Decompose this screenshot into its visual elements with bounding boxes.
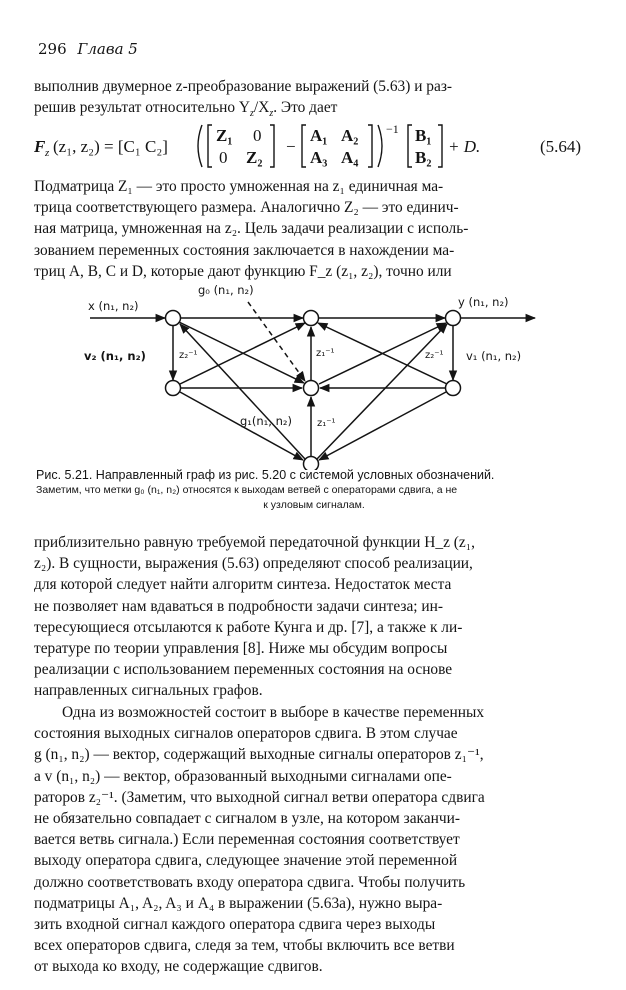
text-line: вается ветвь сигнала.) Если переменная состояния соответствует (34, 831, 460, 849)
formula-inverse: −1 (386, 122, 399, 136)
edge-diag-8 (317, 324, 447, 459)
edge-diag-6 (319, 392, 446, 460)
formula-minus: − (286, 137, 296, 156)
paragraph-3 (34, 702, 590, 978)
text-line: состояния выходных сигналов операторов сдвига. В этом случае (34, 725, 458, 743)
node-top-center (304, 311, 319, 326)
text-line: направленных сигнальных графов. (34, 682, 263, 700)
text-line: трица соответствующего размера. Аналогично Z₂ — это единич- (34, 199, 459, 217)
formula-z1: Z₁ (216, 126, 233, 145)
text-line: приблизительно равную требуемой передаточной функции H_z (z₁, (34, 534, 475, 551)
text-line: для которой следует найти алгоритм синтеза. Недостаток места (34, 576, 452, 594)
label-g0: g₀ (n₁, n₂) (198, 283, 254, 297)
page-number: 296 (38, 40, 67, 58)
text-line: реализации с использованием переменных состояния на основе (34, 661, 453, 679)
text-line: Одна из возможностей состоит в выборе в качестве переменных (62, 704, 485, 721)
formula-a4: A₄ (341, 148, 359, 167)
label-z2-left: z₂⁻¹ (179, 350, 198, 361)
text-line: ная матрица, умноженная на z₂. Цель задачи реализации с исполь- (34, 220, 469, 238)
text-line: триц A, B, C и D, которые дают функцию F_z (z₁, z₂), точно или (34, 262, 452, 280)
edge-diag-7 (180, 324, 305, 459)
formula-zero-2: 0 (219, 148, 228, 167)
text-line: выходу оператора сдвига, следующее значение этой переменной (34, 852, 458, 870)
formula-a3: A₃ (310, 148, 328, 167)
label-v2: v₂ (n₁, n₂) (84, 349, 146, 363)
label-z1-mid: z₁⁻¹ (316, 348, 335, 359)
formula-b2: B₂ (415, 148, 432, 167)
label-y: y (n₁, n₂) (458, 295, 509, 309)
label-v1: v₁ (n₁, n₂) (466, 349, 522, 363)
text-line: от выхода ко входу, не содержащие сдвигов. (34, 958, 323, 976)
caption-line-2: Заметим, что метки g₀ (n₁, n₂) относятся к выходам ветвей с операторами сдвига, а не (36, 484, 458, 496)
formula-lhs: F (34, 137, 46, 156)
text-line: g (n₁, n₂) — вектор, содержащий выходные сигналы операторов z₁⁻¹, (34, 746, 484, 764)
paragraph-2 (34, 532, 590, 702)
formula-a2: A₂ (341, 126, 359, 145)
formula-lhs-args: (z₁, z₂) = [C₁ C₂] (53, 137, 168, 156)
intro-line: решив результат относительно Y (34, 99, 251, 117)
caption-line-3: к узловым сигналам. (263, 499, 365, 511)
text-line: подматрицы A₁, A₂, A₃ и A₄ в выражении (5.63а), нужно выра- (34, 894, 443, 912)
text-line: тересующиеся отсылаются к работе Кунга и др. [7], а также к ли- (34, 618, 463, 636)
formula-zero: 0 (253, 126, 262, 145)
caption-line-1: Рис. 5.21. Направленный граф из рис. 5.20 с системой условных обозначений. (36, 468, 495, 482)
intro-paragraph: выполнив двумерное z-преобразование выражений (5.63) и раз- решив результат относительно $Y_z/X_z$. Это дает (34, 78, 453, 120)
signal-flow-graph (80, 280, 550, 470)
node-top-left (166, 311, 181, 326)
intro-line: выполнив двумерное z-преобразование выражений (5.63) и раз- (34, 78, 453, 95)
formula-lhs-sub: z (45, 147, 50, 159)
paragraph-1 (34, 176, 590, 282)
edge-diag-2 (179, 322, 304, 383)
formula-a1: A₁ (310, 126, 328, 145)
text-line: z₂). В сущности, выражения (5.63) определяют способ реализации, (34, 555, 473, 573)
node-mid-center (304, 381, 319, 396)
figure-caption (36, 468, 592, 513)
text-line: должно соответствовать входу оператора сдвига. Чтобы получить (34, 873, 466, 891)
text-line: раторов z₂⁻¹. (Заметим, что выходной сигнал ветви оператора сдвига (34, 788, 485, 806)
formula-number: (5.64) (540, 137, 582, 156)
text-line: не обязательно совпадает с сигналом в узле, на котором заканчи- (34, 810, 460, 828)
text-line: не позволяет нам вдаваться в подробности задачи синтеза; ин- (34, 597, 444, 615)
formula-b1: B₁ (415, 126, 432, 145)
formula-z2: Z₂ (246, 148, 263, 167)
text-line: Подматрица Z₁ — это просто умноженная на z₁ единичная ма- (34, 178, 444, 195)
label-g1: g₁(n₁, n₂) (240, 414, 292, 428)
text-line: зить входной сигнал каждого оператора сдвига через выходы (34, 916, 436, 934)
formula-plus-d: + D. (448, 137, 481, 156)
label-z2-right: z₂⁻¹ (425, 350, 444, 361)
label-z1-low: z₁⁻¹ (317, 418, 336, 429)
formula-svg (34, 121, 590, 171)
label-x: x (n₁, n₂) (88, 299, 139, 313)
text-line: а v (n₁, n₂) — вектор, образованный выходными сигналами опе- (34, 767, 452, 785)
text-line: всех операторов сдвига, следя за тем, чтобы включить все ветви (34, 937, 455, 955)
text-line: тературе по теории управления [8]. Ниже мы обсудим вопросы (34, 640, 448, 658)
formula-5-64 (34, 121, 590, 171)
chapter-title: Глава 5 (77, 40, 138, 58)
page-header (38, 40, 138, 58)
text-line: зованием переменных состояния заключается в нахождении ма- (34, 241, 455, 259)
node-mid-right (446, 381, 461, 396)
node-top-right (446, 311, 461, 326)
node-mid-left (166, 381, 181, 396)
